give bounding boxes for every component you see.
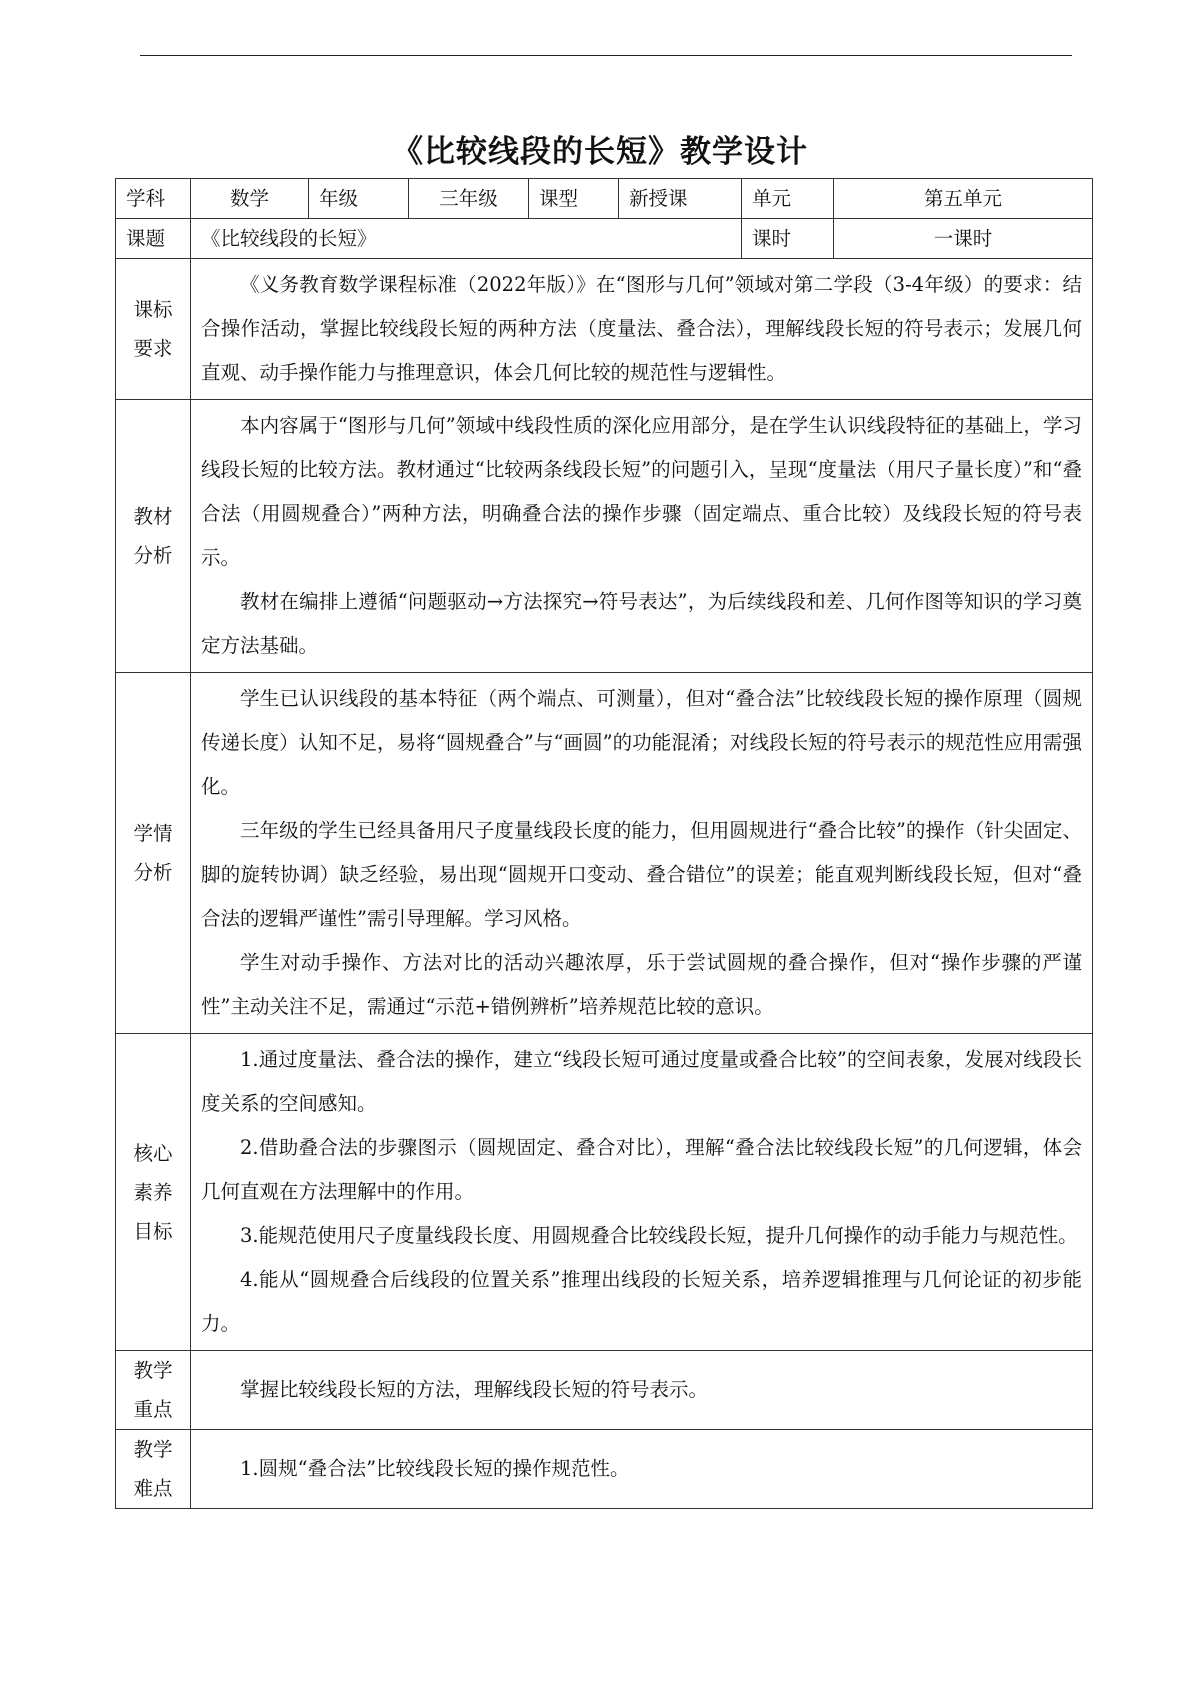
period-label: 课时 <box>742 219 834 259</box>
subject-value: 数学 <box>191 179 309 219</box>
grade-value: 三年级 <box>409 179 529 219</box>
standard-paragraph: 《义务教育数学课程标准（2022年版）》在“图形与几何”领域对第二学段（3-4年级）的要求：结合操作活动，掌握比较线段长短的两种方法（度量法、叠合法），理解线段长短的符号表示；发展几何直观、动手操作能力与推理意识，体会几何比较的规范性与逻辑性。 <box>201 273 1082 384</box>
difficulty-row <box>116 1430 1093 1509</box>
focus-row <box>116 1351 1093 1430</box>
material-row <box>116 400 1093 673</box>
difficulty-label: 教学 难点 <box>116 1430 191 1509</box>
goal-item: 3.能规范使用尺子度量线段长度、用圆规叠合比较线段长短，提升几何操作的动手能力与规范性。 <box>240 1224 1078 1247</box>
student-paragraph: 三年级的学生已经具备用尺子度量线段长度的能力，但用圆规进行“叠合比较”的操作（针尖固定、脚的旋转协调）缺乏经验，易出现“圆规开口变动、叠合错位”的误差；能直观判断线段长短，但对“叠合法的逻辑严谨性”需引导理解。学习风格。 <box>201 819 1082 930</box>
goal-item: 1.通过度量法、叠合法的操作，建立“线段长短可通过度量或叠合比较”的空间表象，发展对线段长度关系的空间感知。 <box>201 1048 1082 1115</box>
student-content <box>191 673 1093 1034</box>
difficulty-content <box>191 1430 1093 1509</box>
lesson-type-label: 课型 <box>529 179 619 219</box>
goal-item: 2.借助叠合法的步骤图示（圆规固定、叠合对比），理解“叠合法比较线段长短”的几何逻辑，体会几何直观在方法理解中的作用。 <box>201 1136 1082 1203</box>
student-paragraph: 学生对动手操作、方法对比的活动兴趣浓厚，乐于尝试圆规的叠合操作，但对“操作步骤的严谨性”主动关注不足，需通过“示范+错例辨析”培养规范比较的意识。 <box>201 951 1082 1018</box>
student-label: 学情 分析 <box>116 673 191 1034</box>
grade-label: 年级 <box>309 179 409 219</box>
lesson-plan-table <box>115 178 1093 1509</box>
period-value: 一课时 <box>834 219 1093 259</box>
topic-value: 《比较线段的长短》 <box>191 219 742 259</box>
lesson-type-value: 新授课 <box>619 179 742 219</box>
focus-text: 掌握比较线段长短的方法，理解线段长短的符号表示。 <box>240 1378 709 1401</box>
student-row <box>116 673 1093 1034</box>
topic-label: 课题 <box>116 219 191 259</box>
focus-label: 教学 重点 <box>116 1351 191 1430</box>
subject-label: 学科 <box>116 179 191 219</box>
goals-row <box>116 1034 1093 1351</box>
material-label: 教材 分析 <box>116 400 191 673</box>
topic-row <box>116 219 1093 259</box>
unit-label: 单元 <box>742 179 834 219</box>
goals-content <box>191 1034 1093 1351</box>
goal-item: 4.能从“圆规叠合后线段的位置关系”推理出线段的长短关系，培养逻辑推理与几何论证的初步能力。 <box>201 1268 1082 1335</box>
difficulty-text: 1.圆规“叠合法”比较线段长短的操作规范性。 <box>240 1457 630 1480</box>
unit-value: 第五单元 <box>834 179 1093 219</box>
header-rule <box>140 55 1072 56</box>
goals-label: 核心 素养 目标 <box>116 1034 191 1351</box>
standard-label: 课标 要求 <box>116 259 191 400</box>
standard-content <box>191 259 1093 400</box>
document-title: 《比较线段的长短》教学设计 <box>392 134 808 170</box>
material-content <box>191 400 1093 673</box>
standard-row <box>116 259 1093 400</box>
info-row <box>116 179 1093 219</box>
material-paragraph: 教材在编排上遵循“问题驱动→方法探究→符号表达”，为后续线段和差、几何作图等知识的学习奠定方法基础。 <box>201 590 1082 657</box>
student-paragraph: 学生已认识线段的基本特征（两个端点、可测量），但对“叠合法”比较线段长短的操作原理（圆规传递长度）认知不足，易将“圆规叠合”与“画圆”的功能混淆；对线段长短的符号表示的规范性应用需强化。 <box>201 687 1082 798</box>
material-paragraph: 本内容属于“图形与几何”领域中线段性质的深化应用部分，是在学生认识线段特征的基础上，学习线段长短的比较方法。教材通过“比较两条线段长短”的问题引入，呈现“度量法（用尺子量长度）”和“叠合法（用圆规叠合）”两种方法，明确叠合法的操作步骤（固定端点、重合比较）及线段长短的符号表示。 <box>201 414 1082 569</box>
focus-content <box>191 1351 1093 1430</box>
